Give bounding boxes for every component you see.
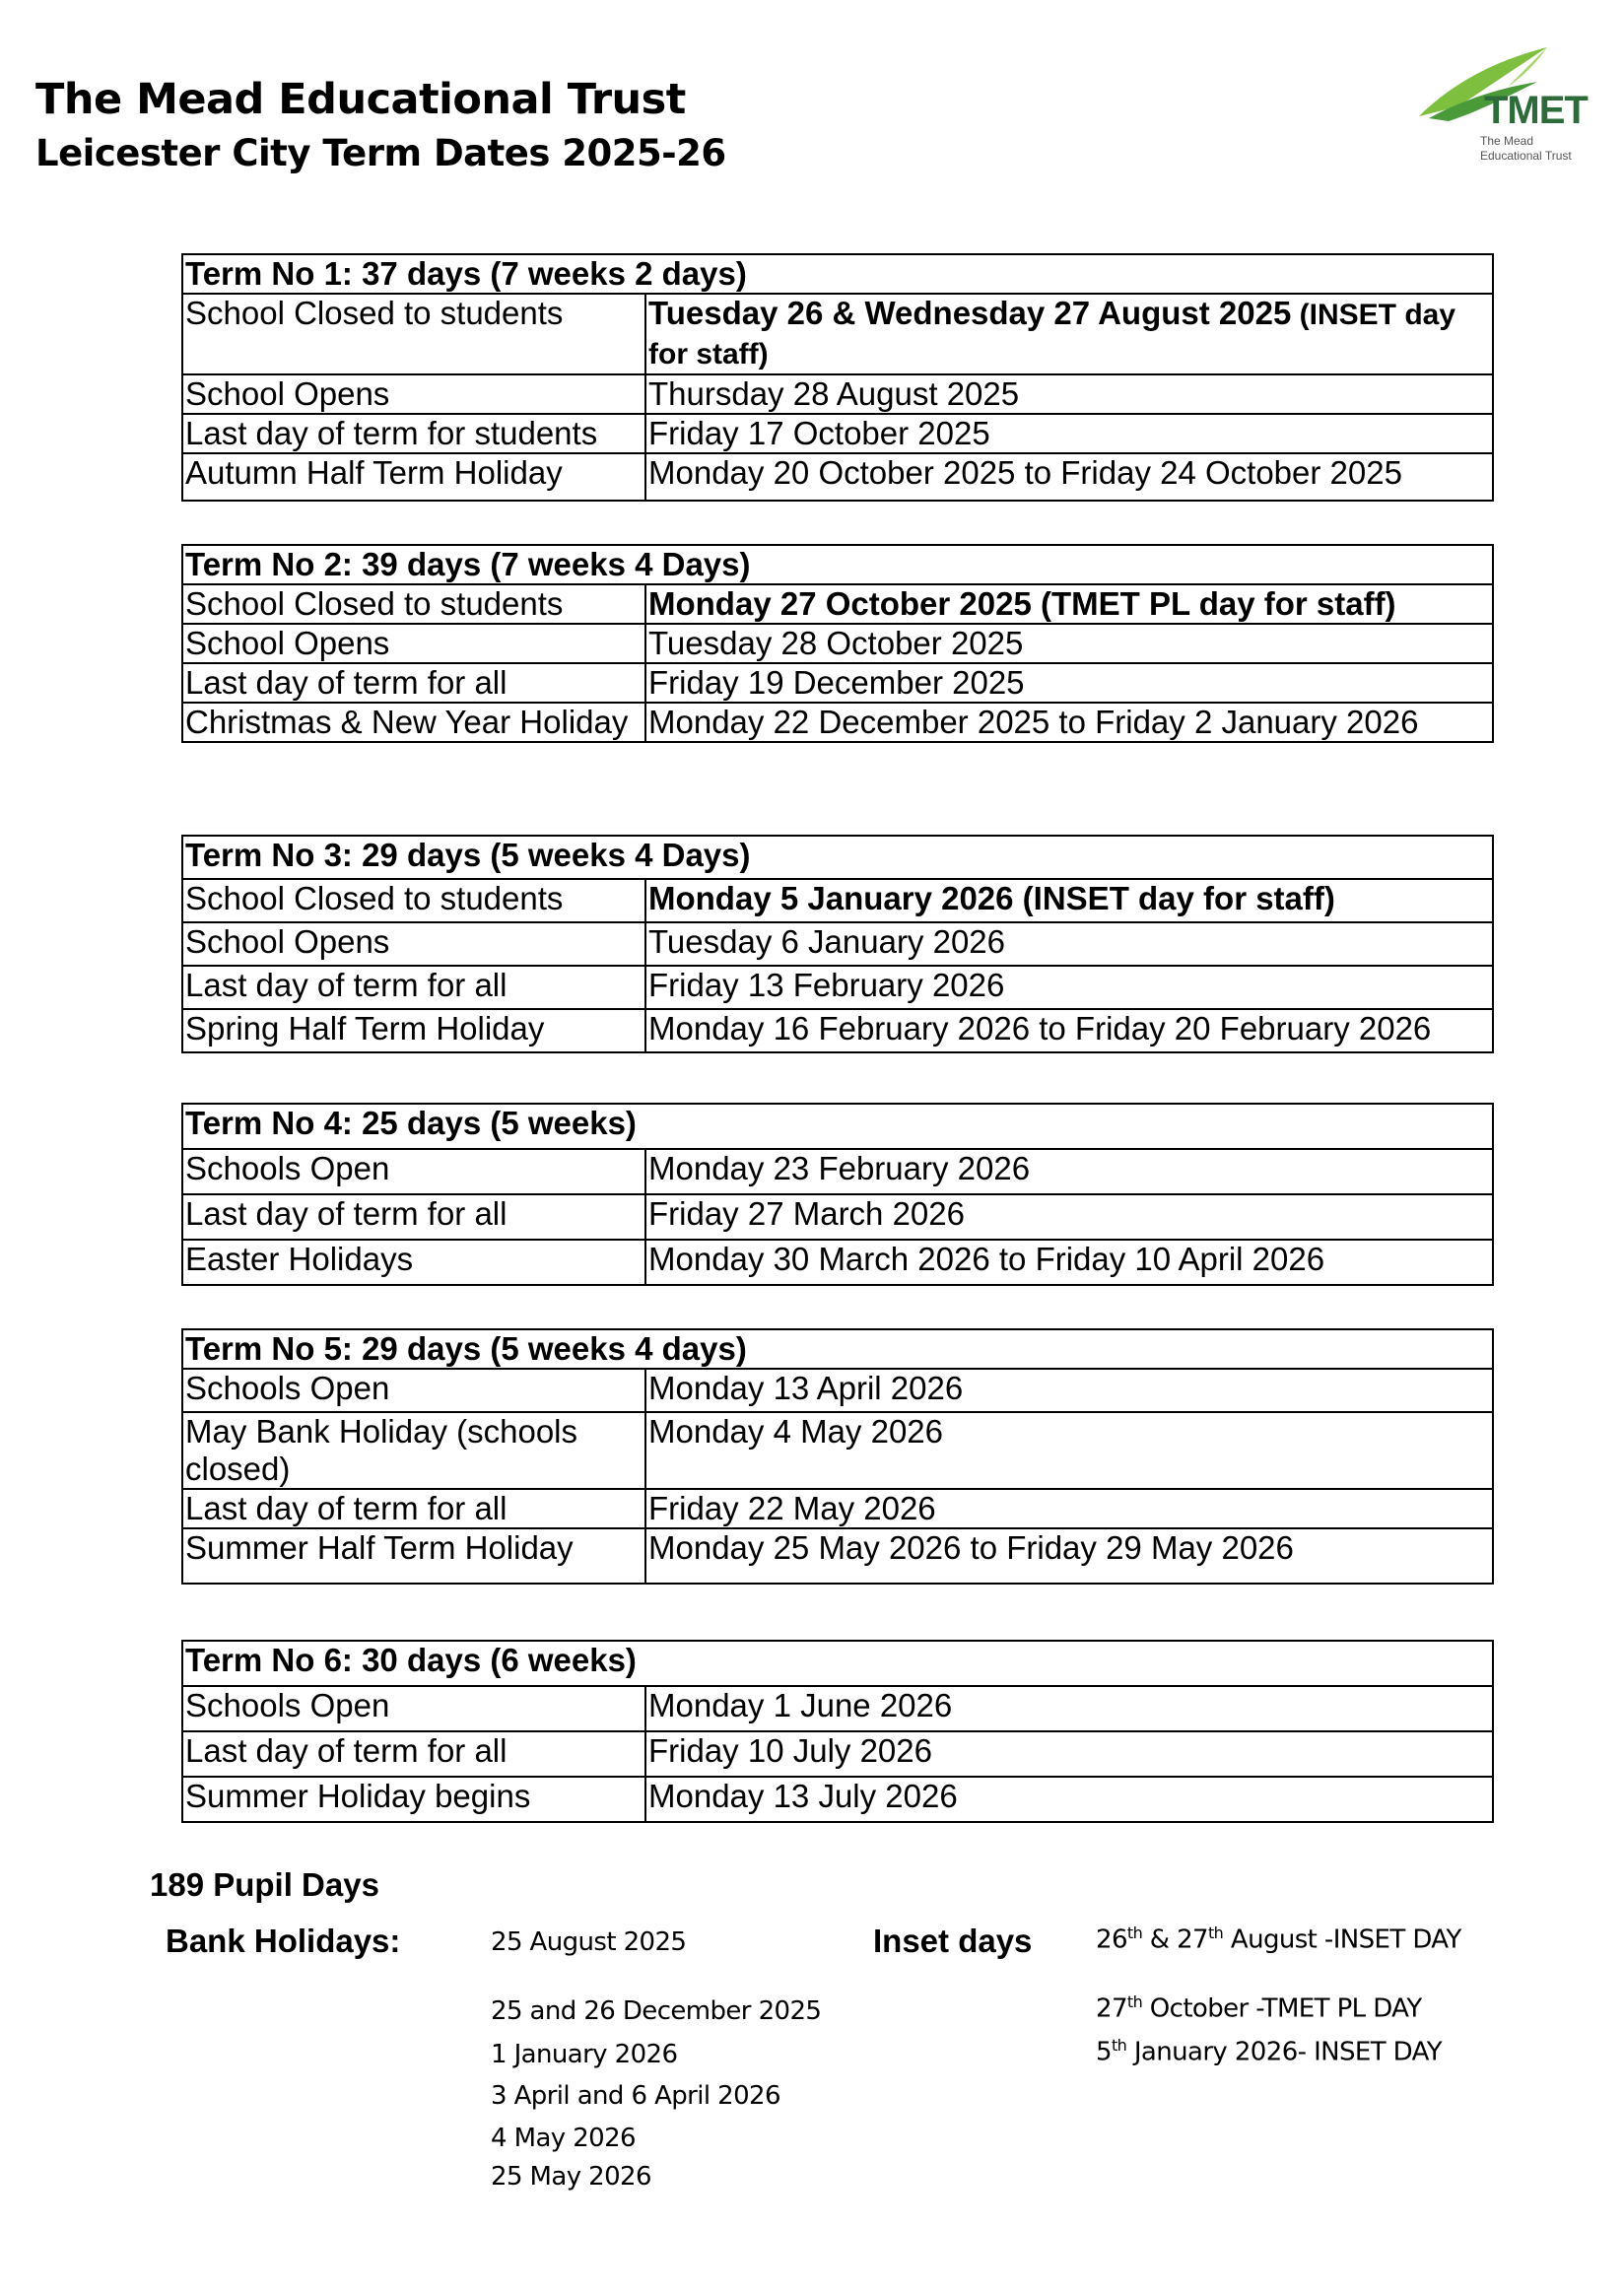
inset-day-item: 26th & 27th August -INSET DAY	[1096, 1924, 1461, 1955]
page-title: The Mead Educational Trust	[35, 75, 686, 124]
row-label: Schools Open	[182, 1369, 645, 1412]
row-value: Monday 5 January 2026 (INSET day for staff)	[645, 879, 1493, 922]
row-value: Friday 17 October 2025	[645, 414, 1493, 453]
row-label: Autumn Half Term Holiday	[182, 453, 645, 501]
term-heading: Term No 6: 30 days (6 weeks)	[182, 1641, 1493, 1686]
row-value: Friday 19 December 2025	[645, 663, 1493, 703]
row-value: Monday 20 October 2025 to Friday 24 October 2025	[645, 453, 1493, 501]
row-label: Spring Half Term Holiday	[182, 1009, 645, 1052]
row-label: School Closed to students	[182, 584, 645, 624]
term-5-table	[181, 1328, 1494, 1585]
row-value: Monday 13 April 2026	[645, 1369, 1493, 1412]
row-value: Friday 10 July 2026	[645, 1731, 1493, 1777]
bank-holiday-item: 1 January 2026	[491, 2040, 678, 2069]
row-label: School Opens	[182, 922, 645, 966]
bank-holiday-item: 25 and 26 December 2025	[491, 1996, 822, 2026]
row-label: Last day of term for students	[182, 414, 645, 453]
row-label: May Bank Holiday (schools closed)	[182, 1412, 645, 1489]
row-label: School Opens	[182, 624, 645, 663]
row-value-bold: Tuesday 26 & Wednesday 27 August 2025	[648, 295, 1292, 331]
row-value: Monday 22 December 2025 to Friday 2 January 2026	[645, 703, 1493, 742]
term-heading: Term No 2: 39 days (7 weeks 4 Days)	[182, 545, 1493, 584]
term-heading: Term No 4: 25 days (5 weeks)	[182, 1104, 1493, 1149]
term-3-table	[181, 835, 1494, 1053]
row-label: Summer Holiday begins	[182, 1777, 645, 1822]
row-label: School Closed to students	[182, 879, 645, 922]
row-label: Easter Holidays	[182, 1240, 645, 1285]
inset-days-label: Inset days	[873, 1923, 1033, 1959]
row-value: Monday 25 May 2026 to Friday 29 May 2026	[645, 1528, 1493, 1584]
term-6-table	[181, 1640, 1494, 1823]
bank-holiday-item: 4 May 2026	[491, 2124, 636, 2153]
row-label: Christmas & New Year Holiday	[182, 703, 645, 742]
tmet-logo	[1399, 37, 1596, 175]
row-value: Thursday 28 August 2025	[645, 374, 1493, 414]
row-value: Tuesday 28 October 2025	[645, 624, 1493, 663]
row-value: Monday 23 February 2026	[645, 1149, 1493, 1194]
inset-day-item: 5th January 2026- INSET DAY	[1096, 2036, 1443, 2067]
term-heading: Term No 5: 29 days (5 weeks 4 days)	[182, 1329, 1493, 1369]
row-label: Summer Half Term Holiday	[182, 1528, 645, 1584]
term-4-table	[181, 1103, 1494, 1286]
term-heading: Term No 3: 29 days (5 weeks 4 Days)	[182, 836, 1493, 879]
row-label: Last day of term for all	[182, 1489, 645, 1528]
row-label: Schools Open	[182, 1686, 645, 1731]
bank-holidays-label: Bank Holidays:	[166, 1923, 401, 1959]
row-label: School Closed to students	[182, 294, 645, 374]
row-value-note: (INSET day for staff)	[648, 299, 1456, 371]
row-value: Friday 27 March 2026	[645, 1194, 1493, 1240]
row-value: Monday 1 June 2026	[645, 1686, 1493, 1731]
row-value: Monday 27 October 2025 (TMET PL day for staff)	[645, 584, 1493, 624]
inset-day-item: 27th October -TMET PL DAY	[1096, 1992, 1422, 2024]
row-label: Last day of term for all	[182, 966, 645, 1009]
bank-holiday-item: 3 April and 6 April 2026	[491, 2081, 780, 2111]
term-2-table	[181, 544, 1494, 743]
row-label: Last day of term for all	[182, 663, 645, 703]
row-value: Tuesday 6 January 2026	[645, 922, 1493, 966]
row-label: Last day of term for all	[182, 1194, 645, 1240]
page-subtitle: Leicester City Term Dates 2025-26	[35, 132, 726, 174]
row-value: Monday 16 February 2026 to Friday 20 February 2026	[645, 1009, 1493, 1052]
bank-holiday-item: 25 May 2026	[491, 2162, 651, 2192]
term-1-table	[181, 253, 1494, 502]
logo-subtext: The Mead Educational Trust	[1480, 134, 1572, 163]
logo-text: TMET	[1484, 89, 1588, 132]
bank-holiday-item: 25 August 2025	[491, 1927, 687, 1957]
row-value	[645, 294, 1493, 374]
term-heading: Term No 1: 37 days (7 weeks 2 days)	[182, 254, 1493, 294]
row-value: Friday 22 May 2026	[645, 1489, 1493, 1528]
pupil-days-total: 189 Pupil Days	[150, 1866, 379, 1903]
row-value: Friday 13 February 2026	[645, 966, 1493, 1009]
row-value: Monday 30 March 2026 to Friday 10 April 2026	[645, 1240, 1493, 1285]
row-value: Monday 4 May 2026	[645, 1412, 1493, 1489]
row-label: Schools Open	[182, 1149, 645, 1194]
row-value: Monday 13 July 2026	[645, 1777, 1493, 1822]
row-label: Last day of term for all	[182, 1731, 645, 1777]
row-label: School Opens	[182, 374, 645, 414]
